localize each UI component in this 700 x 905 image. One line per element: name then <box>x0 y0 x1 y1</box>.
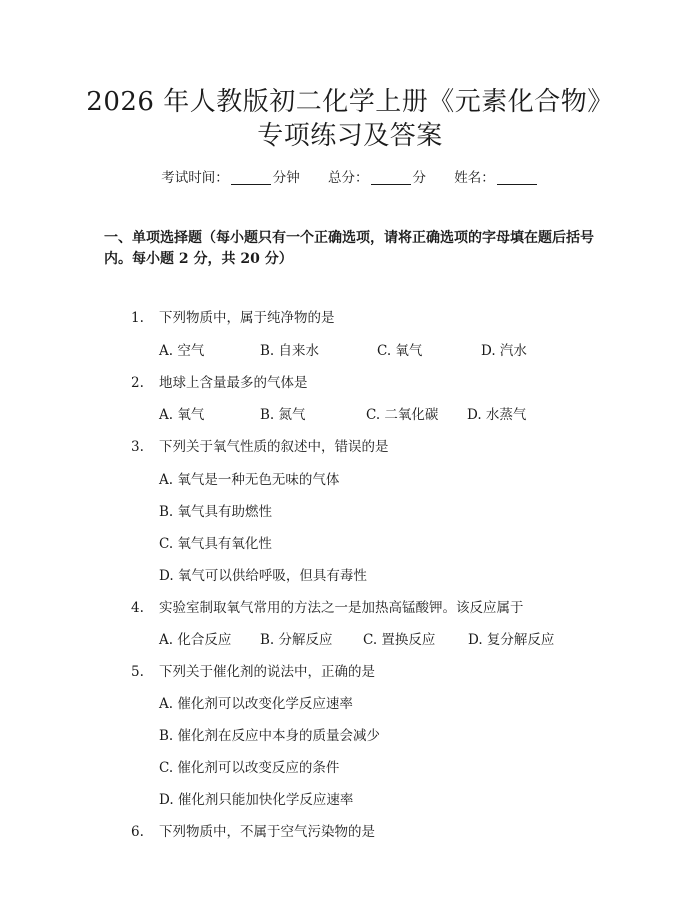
question-number: 1. <box>131 310 144 326</box>
section-heading-line1: 一、单项选择题（每小题只有一个正确选项，请将正确选项的字母填在题后括号 <box>104 230 594 246</box>
question-3 <box>131 437 389 457</box>
question-number: 4. <box>131 600 144 616</box>
student-name-label: 姓名： <box>454 170 495 186</box>
question-4-option-c: C. 置换反应 <box>363 632 436 648</box>
question-1-option-c: C. 氧气 <box>377 343 423 359</box>
question-3-option-d: D. 氧气可以供给呼吸，但具有毒性 <box>159 568 367 584</box>
question-text: 下列物质中，属于纯净物的是 <box>159 310 335 326</box>
document-title-line1: 2026 年人教版初二化学上册《元素化合物》 <box>86 87 614 117</box>
question-2-option-d: D. 水蒸气 <box>467 407 527 423</box>
total-score-unit: 分 <box>412 170 426 186</box>
question-5-option-c: C. 催化剂可以改变反应的条件 <box>159 760 340 776</box>
question-text: 下列关于氧气性质的叙述中，错误的是 <box>159 439 389 455</box>
question-3-option-c: C. 氧气具有氧化性 <box>159 536 272 552</box>
document-title-line2: 专项练习及答案 <box>257 121 443 151</box>
exam-time-label: 考试时间： <box>161 170 229 186</box>
question-text: 地球上含量最多的气体是 <box>159 375 308 391</box>
question-2-option-a: A. 氧气 <box>159 407 205 423</box>
question-2-option-c: C. 二氧化碳 <box>366 407 439 423</box>
exam-time-blank <box>231 170 271 185</box>
question-3-option-b: B. 氧气具有助燃性 <box>159 504 273 520</box>
question-1-option-b: B. 自来水 <box>260 343 320 359</box>
section-heading-line2: 内。每小题 2 分，共 20 分） <box>104 251 293 267</box>
question-4-option-d: D. 复分解反应 <box>468 632 555 648</box>
question-4-option-a: A. 化合反应 <box>159 632 232 648</box>
exam-time-field <box>161 168 300 188</box>
question-text: 实验室制取氧气常用的方法之一是加热高锰酸钾。该反应属于 <box>159 600 524 616</box>
question-text: 下列物质中，不属于空气污染物的是 <box>159 824 375 840</box>
total-score-blank <box>371 170 411 185</box>
question-number: 3. <box>131 439 144 455</box>
total-score-label: 总分： <box>328 170 369 186</box>
question-5-option-d: D. 催化剂只能加快化学反应速率 <box>159 792 354 808</box>
section-heading <box>104 228 604 270</box>
question-number: 6. <box>131 824 144 840</box>
student-name-field <box>454 168 539 188</box>
question-5 <box>131 662 375 682</box>
question-4 <box>131 598 524 618</box>
question-5-option-a: A. 催化剂可以改变化学反应速率 <box>159 696 353 712</box>
exam-info-line <box>0 168 700 188</box>
question-number: 2. <box>131 375 144 391</box>
question-5-option-b: B. 催化剂在反应中本身的质量会减少 <box>159 728 381 744</box>
question-6 <box>131 822 375 842</box>
exam-time-unit: 分钟 <box>272 170 300 186</box>
question-number: 5. <box>131 664 144 680</box>
question-text: 下列关于催化剂的说法中，正确的是 <box>159 664 375 680</box>
question-4-option-b: B. 分解反应 <box>260 632 333 648</box>
question-3-option-a: A. 氧气是一种无色无味的气体 <box>159 472 340 488</box>
total-score-field <box>328 168 426 188</box>
student-name-blank <box>497 170 537 185</box>
question-1-option-a: A. 空气 <box>159 343 205 359</box>
question-2-option-b: B. 氮气 <box>260 407 306 423</box>
question-1-option-d: D. 汽水 <box>481 343 527 359</box>
question-2 <box>131 373 308 393</box>
question-1 <box>131 308 335 328</box>
